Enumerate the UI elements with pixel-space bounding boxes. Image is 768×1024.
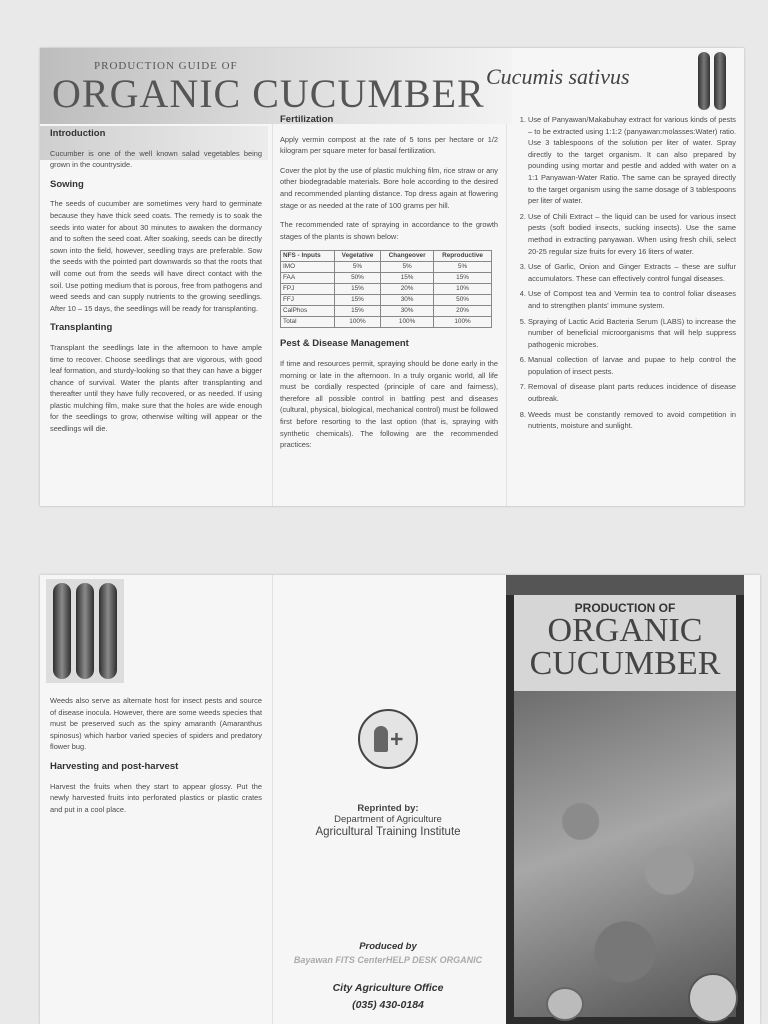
table-row xyxy=(281,306,492,317)
harvest-heading: Harvesting and post-harvest xyxy=(50,760,179,772)
species-name: Cucumis sativus xyxy=(486,64,630,89)
wheat-icon xyxy=(374,726,388,752)
harvest-text: Harvest the fruits when they start to appear glossy. Put the newly harvested fruits into perforated plastics or plastic crates and put in a cool place. xyxy=(50,781,262,814)
transplanting-text: Transplant the seedlings late in the afternoon to have ample time to recover. Choose seedlings that are vigorous, with good leaf formation, and sturdy-looking so that they can have a bigger chance of survival. Water the plants after transplanting and thereafter until they have fully recovered, or as needed. If using plastic mulching film, make sure that the holes are wide enough for the seedlings to grow, otherwise wilting will appear or the seedlings will die. xyxy=(50,342,262,434)
department-name: Department of Agriculture xyxy=(334,814,442,825)
intro-text: Cucumber is one of the well known salad vegetables being grown in the countryside. xyxy=(50,148,262,170)
table-cell: 15% xyxy=(334,295,380,306)
practice-item: 3. Use of Garlic, Onion and Ginger Extracts – these are sulfur accumulators. These can effectively control fungal diseases. xyxy=(528,261,736,284)
table-header: Changeover xyxy=(381,251,434,262)
weeds-text: Weeds also serve as alternate host for insect pests and source of disease inocula. However, there are some weeds species that must be preserved such as the spiny amaranth (Amaranthus spinosus) which harbor varied species of spiders and predatory flower bug. xyxy=(50,696,262,752)
cucumber-image xyxy=(53,583,71,679)
fertilization-text-2: Cover the plot by the use of plastic mulching film, rice straw or any other biodegradable materials. Bore hole according to the desired and recommended planting distance. Top dress again at flowering stage or as needed at the rate of 100 grams per hill. xyxy=(280,165,498,210)
table-cell: 30% xyxy=(381,306,434,317)
brochure-outside-panel xyxy=(40,575,760,1024)
table-cell: 10% xyxy=(434,284,492,295)
practice-item: 6. Manual collection of larvae and pupae to help control the population of insect pests. xyxy=(528,354,736,377)
pest-text: If time and resources permit, spraying should be done early in the morning or late in the afternoon. In a truly organic world, all life must be cordially respected (principle of care and fairness), therefore all possible control in battling pest and diseases (cultural, physical, biological, mechanical control) must be followed first before resorting to the last option (that is, spraying with synthetic chemicals). The following are the recommended practices: xyxy=(280,358,498,450)
table-row xyxy=(281,273,492,284)
table-cell: 100% xyxy=(334,317,380,328)
table-row xyxy=(281,284,492,295)
cucumber-image xyxy=(76,583,94,679)
practice-item: 7. Removal of disease plant parts reduces incidence of disease outbreak. xyxy=(528,381,736,404)
reprinted-label: Reprinted by: xyxy=(357,803,419,814)
column-3 xyxy=(514,114,736,436)
cucumber-image xyxy=(714,52,726,110)
practice-item: 5. Spraying of Lactic Acid Bacteria Serum (LABS) to increase the number of beneficial microorganisms that will help suppress pathogenic microbes. xyxy=(528,316,736,351)
table-cell: 15% xyxy=(381,273,434,284)
transplanting-heading: Transplanting xyxy=(50,322,113,334)
table-cell: 15% xyxy=(334,306,380,317)
cucumber-photo xyxy=(46,579,124,683)
department-of-agriculture-seal xyxy=(358,709,418,769)
table-cell: 100% xyxy=(434,317,492,328)
help-desk-name: Bayawan FITS CenterHELP DESK ORGANIC xyxy=(293,955,483,965)
office-phone: (035) 430-0184 xyxy=(352,999,424,1011)
table-cell: 5% xyxy=(381,262,434,273)
city-seal xyxy=(688,973,738,1023)
table-header: Vegetative xyxy=(334,251,380,262)
spray-rate-table xyxy=(280,250,492,328)
table-cell: 5% xyxy=(334,262,380,273)
intro-heading: Introduction xyxy=(50,128,106,139)
table-body xyxy=(281,262,492,328)
table-cell: FPJ xyxy=(281,284,335,295)
table-cell: 20% xyxy=(381,284,434,295)
cover-top-photo xyxy=(506,575,744,595)
table-cell: 30% xyxy=(381,295,434,306)
cucumber-field-photo xyxy=(514,691,736,1017)
institute-name: Agricultural Training Institute xyxy=(315,826,461,838)
banner-subtitle: PRODUCTION GUIDE OF xyxy=(94,60,238,72)
table-cell: 15% xyxy=(334,284,380,295)
table-row xyxy=(281,317,492,328)
table-cell: FFJ xyxy=(281,295,335,306)
cucumber-photo xyxy=(688,52,736,114)
practice-item: 2. Use of Chili Extract – the liquid can be used for various insect pests (soft bodied insects, sucking insects). Use the same method in extracting panyawan. When using fresh chili, select 20-25 regular size fruits for every 16 liters of water. xyxy=(528,211,736,257)
office-name: City Agriculture Office xyxy=(332,982,444,994)
produced-label: Produced by xyxy=(359,941,417,952)
title-banner xyxy=(40,48,512,124)
sowing-heading: Sowing xyxy=(50,178,84,190)
table-cell: Total xyxy=(281,317,335,328)
fertilization-text-1: Apply vermin compost at the rate of 5 tons per hectare or 1/2 kilogram per square meter for basal fertilization. xyxy=(280,134,498,156)
table-cell: 5% xyxy=(434,262,492,273)
cover-title-box xyxy=(514,595,736,691)
table-cell: 50% xyxy=(434,295,492,306)
practice-item: 8. Weeds must be constantly removed to avoid competition in nutrients, moisture and sunlight. xyxy=(528,409,736,432)
table-cell: IMO xyxy=(281,262,335,273)
cover-title-line-2: CUCUMBER xyxy=(529,645,721,682)
table-header-row xyxy=(281,251,492,262)
cucumber-image xyxy=(99,583,117,679)
cucumber-image xyxy=(698,52,710,110)
sowing-text: The seeds of cucumber are sometimes very hard to germinate because they have thick seed coats. The remedy is to soak the seeds into water for about 30 minutes to awaken the dormancy and to soften the seed coat. After soaking, seeds can be directly sown into the field, however, seedling trays are preferable. Sow the seeds with the pointed part downwards so that the roots that will come out from the seeds will have direct contact with the soil. Use potting medium that is porous, free from pathogens and weed seeds and can supply nutrients to the growing seedlings. After 10 – 15 days, the seedlings will be ready for transplanting. xyxy=(50,199,262,313)
table-row xyxy=(281,262,492,273)
table-cell: 20% xyxy=(434,306,492,317)
practice-item: 1. Use of Panyawan/Makabuhay extract for various kinds of pests – to be extracted using 1:1:2 (panyawan:molasses:Water) ratio. Use 3 tablespoons of the solution per liter of water. Spray directly to the target organism. It can also prepared by pounding using mortar and pestle and added with water on a 1:1 Panyawan-Water Ratio. The same can be sprayed directly to the target organism using the same dosage of 3 tablespoons per liter of water. xyxy=(528,114,736,207)
brochure-inside-panel xyxy=(40,48,744,506)
fertilization-heading: Fertilization xyxy=(280,114,334,125)
table-cell: 15% xyxy=(434,273,492,284)
table-cell: FAA xyxy=(281,273,335,284)
table-cell: 100% xyxy=(381,317,434,328)
cover-title-line-1: ORGANIC xyxy=(547,612,703,649)
table-cell: 50% xyxy=(334,273,380,284)
recommended-practices-list xyxy=(514,114,736,432)
table-row xyxy=(281,295,492,306)
column-1 xyxy=(50,128,262,443)
cross-icon xyxy=(391,733,403,745)
table-header: NFS - Inputs xyxy=(281,251,335,262)
table-header: Reproductive xyxy=(434,251,492,262)
pest-heading: Pest & Disease Management xyxy=(280,338,409,350)
cover-kicker: PRODUCTION OF xyxy=(574,601,676,615)
fertilization-text-3: The recommended rate of spraying in accordance to the growth stages of the plants is shown below: xyxy=(280,220,498,241)
table-cell: CalPhos xyxy=(281,306,335,317)
fits-logo xyxy=(546,987,584,1021)
bottom-column-1 xyxy=(50,695,262,823)
banner-title: ORGANIC CUCUMBER xyxy=(52,71,485,116)
practice-item: 4. Use of Compost tea and Vermin tea to control foliar diseases and to strengthen plants' immune system. xyxy=(528,288,736,311)
column-2 xyxy=(280,114,498,459)
front-cover xyxy=(506,575,744,1024)
